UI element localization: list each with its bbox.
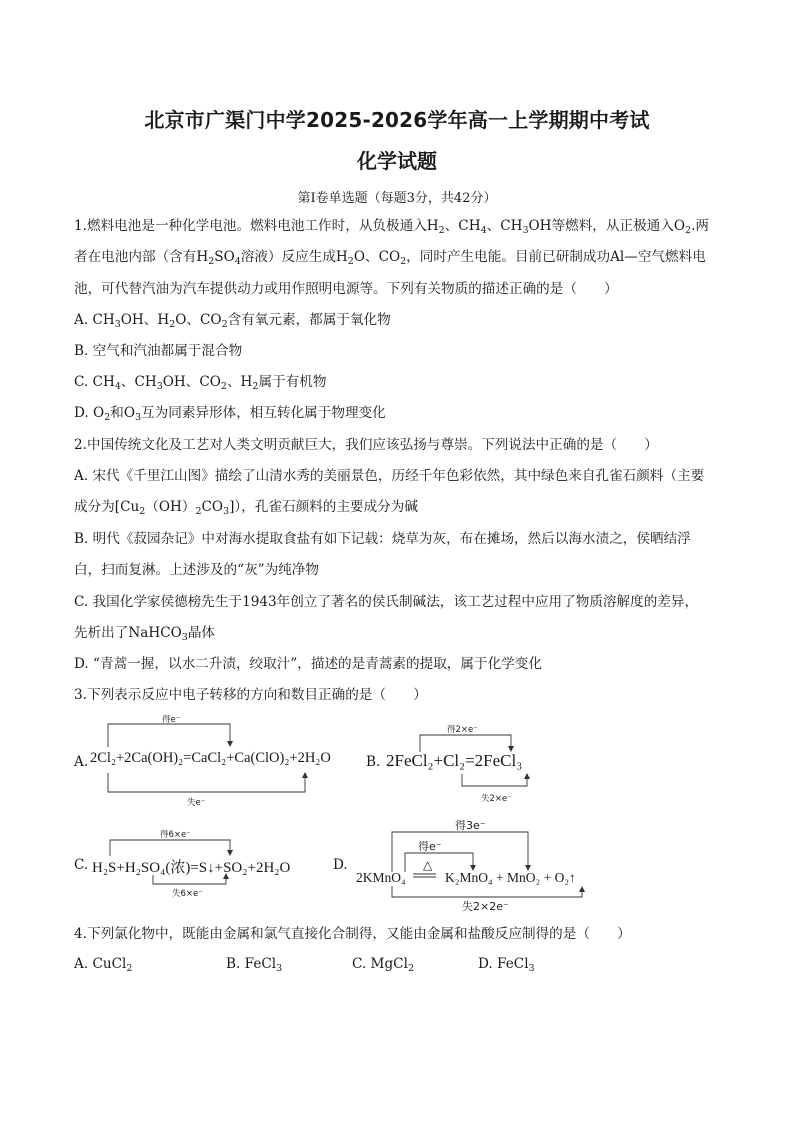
q4-option-c: C. MgCl$_2$ [352,956,414,974]
q4-option-a: A. CuCl$_2$ [74,956,133,974]
q2-option-c-line1: C. 我国化学家侯德榜先生于1943年创立了著名的侯氏制碱法，该工艺过程中应用了物质溶解度的差异， [74,594,699,610]
q4-stem: 4.下列氯化物中，既能由金属和氯气直接化合制得，又能由金属和盐酸反应制得的是（ ） [74,926,631,942]
q3-b-lose-label: 失2×e⁻ [481,794,512,804]
page-title: 北京市广渠门中学2025-2026学年高一上学期期中考试 [144,108,650,132]
q1-stem-line1: 1.燃料电池是一种化学电池。燃料电池工作时，从负极通入$H_2$、$CH_4$、$CH_3OH$等燃料，从正极通入$O_2$.两 [74,218,709,236]
q3-d-gain1-label: 得e⁻ [418,840,442,853]
q4-option-d: D. FeCl$_3$ [478,956,535,974]
q3-c-gain-label: 得6×e⁻ [160,830,191,840]
q3-c-lose-label: 失6×e⁻ [172,889,203,899]
q3-d-equation-left: 2KMnO₄ [356,870,406,885]
q2-option-b-line1: B. 明代《菽园杂记》中对海水提取食盐有如下记载：烧草为灰，布在摊场，然后以海水渍之，侯晒结浮 [74,531,691,547]
q3-a-gain-label: 得e⁻ [162,715,181,725]
q2-option-b-line2: 白，扫而复淋。上述涉及的“灰”为纯净物 [74,562,319,578]
q2-option-a-line1: A. 宋代《千里江山图》描绘了山清水秀的美丽景色，历经千年色彩依然，其中绿色来自孔雀石颜料（主要 [74,468,705,484]
q2-option-d: D. “青蒿一握，以水二升渍，绞取汁”，描述的是青蒿素的提取，属于化学变化 [74,656,542,672]
q1-option-c: C. $CH_4$、$CH_3OH$、$CO_2$、$H_2$属于有机物 [74,374,327,392]
q1-option-a: A. $CH_3OH$、$H_2O$、$CO_2$含有氧元素，都属于氧化物 [74,312,391,330]
q1-option-d: D. $O_2$和$O_3$互为同素异形体，相互转化属于物理变化 [74,405,386,423]
section-heading: 第Ⅰ卷单选题（每题3分，共42分） [297,191,497,206]
q3-option-b-label: B. [366,754,381,770]
q3-option-d-label: D. [333,857,348,873]
page-subtitle: 化学试题 [357,149,437,173]
q3-d-equation-right: K₂MnO₄ + MnO₂ + O₂↑ [445,870,576,885]
q3-d-gain3-label: 得3e⁻ [455,819,486,832]
q3-d-lose-label: 失2×2e⁻ [462,900,509,913]
q1-stem-line2: 者在电池内部（含有$H_2SO_4$溶液）反应生成$H_2O$、$CO_2$，同时产生电能。目前已研制成功Al—空气燃料电 [74,249,706,267]
q4-option-b: B. FeCl$_3$ [226,956,283,974]
q3-c-equation: H₂S+H₂SO₄(浓)=S↓+SO₂+2H₂O [92,860,291,876]
q3-a-lose-label: 失e⁻ [187,798,206,808]
q2-option-c-line2: 先析出了NaHCO$_3$晶体 [74,625,216,643]
q2-stem: 2.中国传统文化及工艺对人类文明贡献巨大，我们应该弘扬与尊崇。下列说法中正确的是（ ） [74,437,658,453]
q1-option-b: B. 空气和汽油都属于混合物 [74,343,243,359]
q3-b-gain-label: 得2×e⁻ [447,725,478,735]
q3-a-equation: 2Cl₂+2Ca(OH)₂=CaCl₂+Ca(ClO)₂+2H₂O [90,750,331,766]
q3-b-equation: 2FeCl₂+Cl₂=2FeCl₃ [386,751,523,770]
q1-stem-line3: 池，可代替汽油为汽车提供动力或用作照明电源等。下列有关物质的描述正确的是（ ） [74,281,618,297]
q2-option-a-line2: 成分为$[Cu_2(OH)_2CO_3]$），孔雀石颜料的主要成分为碱 [74,499,418,517]
q3-stem: 3.下列表示反应中电子转移的方向和数目正确的是（ ） [74,687,427,703]
q3-option-a-label: A. [74,754,89,770]
q3-option-c-label: C. [74,857,89,873]
q3-d-heat-condition: △ [423,858,433,872]
